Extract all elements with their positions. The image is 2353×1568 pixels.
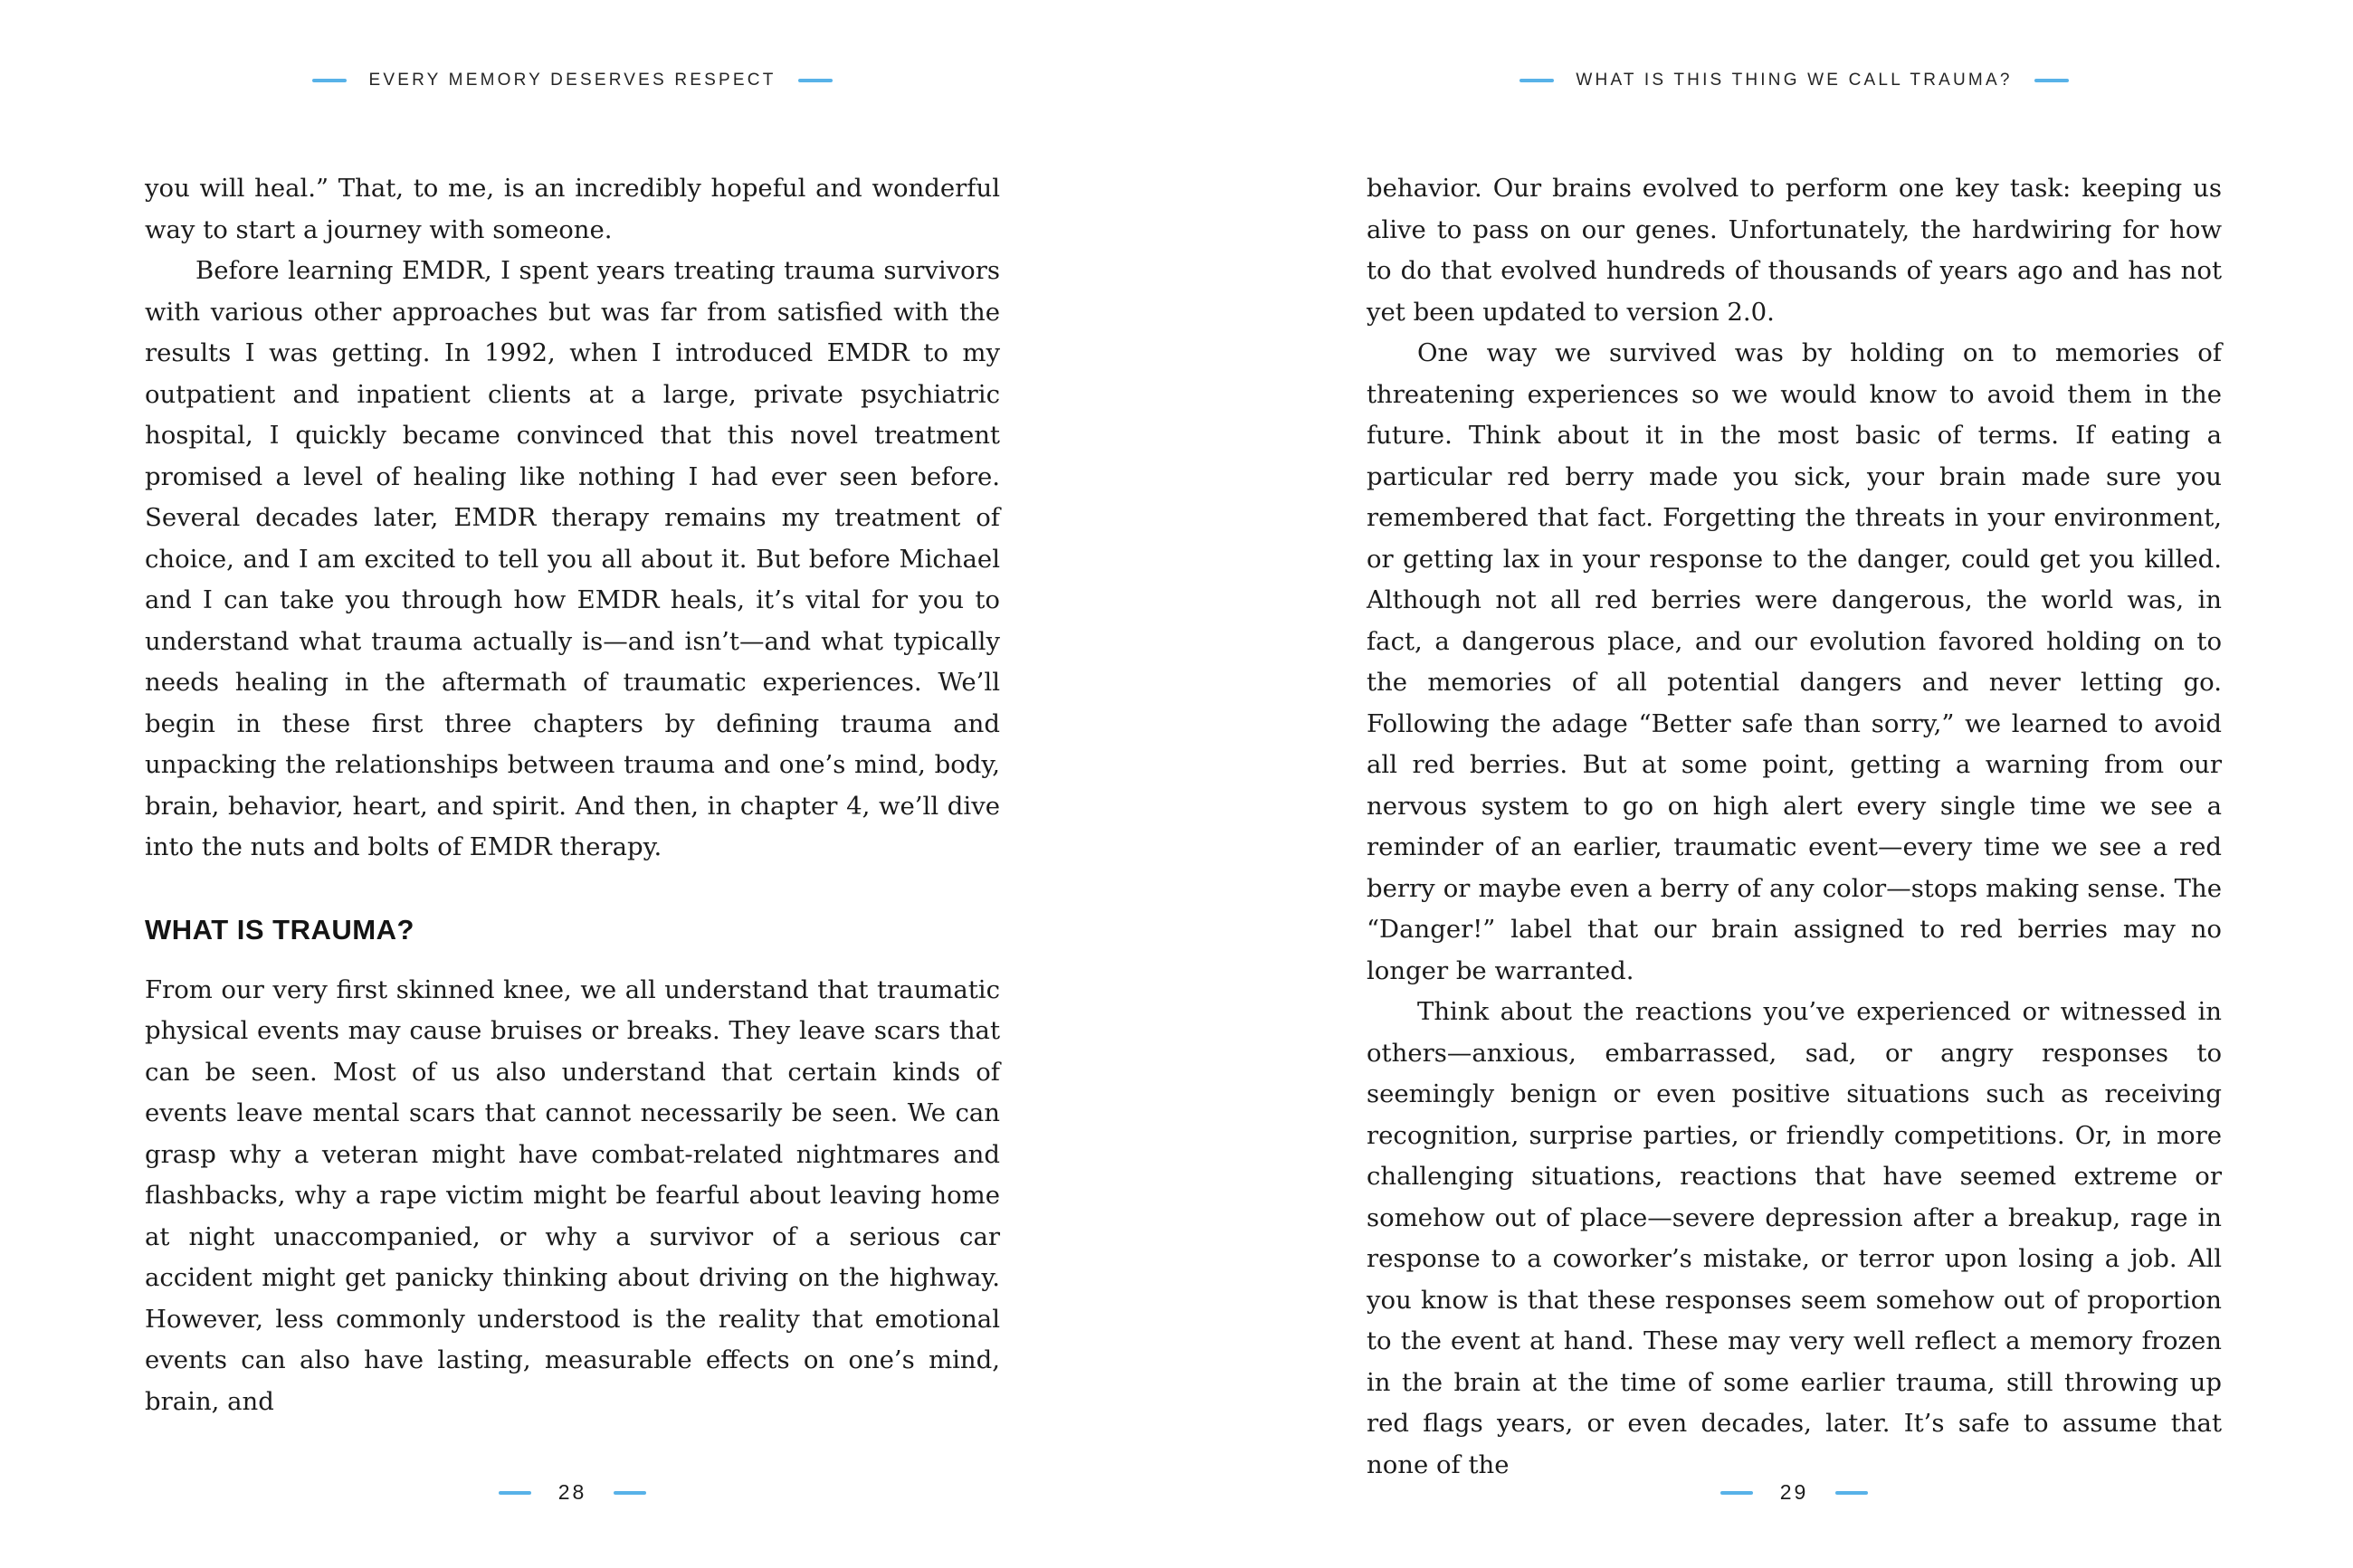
body-text-left <box>145 168 1000 1422</box>
page-number: 29 <box>1779 1480 1809 1504</box>
body-paragraph: you will heal.” That, to me, is an incredibly hopeful and wonderful way to start a journey with someone. <box>145 174 1000 244</box>
header-rule-icon <box>2034 79 2069 82</box>
page-footer-right <box>1367 1480 2222 1505</box>
body-paragraph: One way we survived was by holding on to memories of threatening experiences so we would know to avoid them in the future. Think about it in the most basic of terms. If eating a particular red berry made you sick, your brain made sure you remembered that fact. Forgetting the threats in your environment, or getting lax in your response to the danger, could get you killed. Although not all red berries were dangerous, the world was, in fact, a dangerous place, and our evolution favored holding on to the memories of all potential dangers and never letting go. Following the adage “Better safe than sorry,” we learned to avoid all red berries. But at some point, getting a warning from our nervous system to go on high alert every single time we see a reminder of an earlier, traumatic event—every time we see a red berry or maybe even a berry of any color—stops making sense. The “Danger!” label that our brain assigned to red berries may no longer be warranted. <box>1367 338 2222 985</box>
page-right <box>1176 0 2353 1568</box>
running-header-left <box>145 71 1000 90</box>
body-paragraph: Before learning EMDR, I spent years treating trauma survivors with various other approaches but was far from satisfied with the results I was getting. In 1992, when I introduced EMDR to my outpatient and inpatient clients at a large, private psychiatric hospital, I quickly became convinced that this novel treatment promised a level of healing like nothing I had ever seen before. Several decades later, EMDR therapy remains my treatment of choice, and I am excited to tell you all about it. But before Michael and I can take you through how EMDR heals, it’s vital for you to understand what trauma actually is—and isn’t—and what typically needs healing in the aftermath of traumatic experiences. We’ll begin in these first three chapters by defining trauma and unpacking the relationships between trauma and one’s mind, body, brain, behavior, heart, and spirit. And then, in chapter 4, we’ll dive into the nuts and bolts of EMDR therapy. <box>145 256 1000 861</box>
body-paragraph: From our very first skinned knee, we all understand that traumatic physical events may cause bruises or breaks. They leave scars that can be seen. Most of us also understand that certain kinds of events leave mental scars that cannot necessarily be seen. We can grasp why a veteran might have combat-related nightmares and flashbacks, why a rape victim might be fearful about leaving home at night unaccompanied, or why a survivor of a serious car accident might get panicky thinking about driving on the highway. However, less commonly understood is the reality that emotional events can also have lasting, measurable effects on one’s mind, brain, and <box>145 974 1000 1416</box>
running-header-text: EVERY MEMORY DESERVES RESPECT <box>368 71 776 90</box>
page-left <box>0 0 1176 1568</box>
folio-rule-icon <box>1835 1491 1868 1495</box>
header-rule-icon <box>798 79 833 82</box>
running-header-right <box>1367 71 2222 90</box>
header-rule-icon <box>1519 79 1554 82</box>
body-paragraph: Think about the reactions you’ve experienced or witnessed in others—anxious, embarrassed, sad, or angry responses to seemingly benign or even positive situations such as receiving recognition, surprise parties, or friendly competitions. Or, in more challenging situations, reactions that have seemed extreme or somehow out of place—severe depression after a breakup, rage in response to a coworker’s mistake, or terror upon losing a job. All you know is that these responses seem somehow out of proportion to the event at hand. These may very well reflect a memory frozen in the brain at the time of some earlier trauma, still throwing up red flags years, or even decades, later. It’s safe to assume that none of the <box>1367 997 2222 1479</box>
folio-rule-icon <box>1720 1491 1753 1495</box>
body-paragraph: behavior. Our brains evolved to perform one key task: keeping us alive to pass on our genes. Unfortunately, the hardwiring for how to do that evolved hundreds of thousands of years ago and has not yet been updated to version 2.0. <box>1367 174 2222 327</box>
running-header-text: WHAT IS THIS THING WE CALL TRAUMA? <box>1576 71 2013 90</box>
folio-rule-icon <box>499 1491 531 1495</box>
section-heading: WHAT IS TRAUMA? <box>145 913 414 946</box>
folio-rule-icon <box>614 1491 646 1495</box>
header-rule-icon <box>312 79 347 82</box>
body-text-right <box>1367 168 2222 1486</box>
page-footer-left <box>145 1480 1000 1505</box>
page-number: 28 <box>557 1480 587 1504</box>
